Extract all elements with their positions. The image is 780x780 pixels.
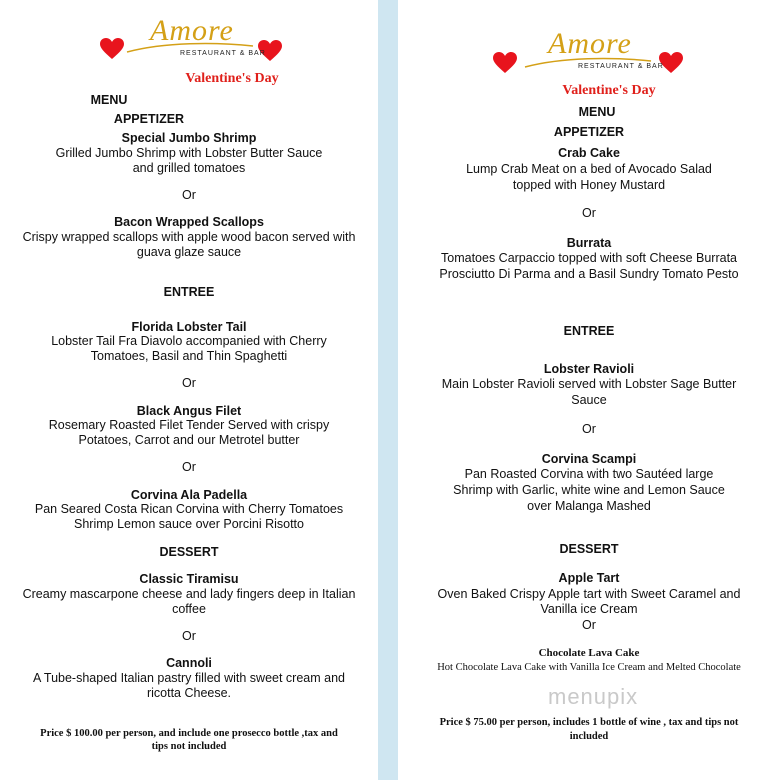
dish-title: Burrata <box>566 236 612 250</box>
dish-description: coffee <box>172 602 206 616</box>
dish-title: Florida Lobster Tail <box>131 320 247 334</box>
menupix-watermark: menupix <box>548 684 639 709</box>
dish-description: Pan Roasted Corvina with two Sautéed large <box>464 467 714 481</box>
entree-heading: ENTREE <box>163 285 215 299</box>
dish-description: Creamy mascarpone cheese and lady fingers deep in Italian <box>22 587 356 601</box>
dish-title: Apple Tart <box>558 571 620 585</box>
or-separator: Or <box>182 460 196 474</box>
dish-title: Classic Tiramisu <box>139 572 239 586</box>
dish-description: Shrimp with Garlic, white wine and Lemon Sauce <box>453 483 725 497</box>
dish-description: Prosciutto Di Parma and a Basil Sundry Tomato Pesto <box>439 267 739 281</box>
dish-description: Tomatoes, Basil and Thin Spaghetti <box>90 349 288 363</box>
occasion-title: Valentine's Day <box>185 71 279 86</box>
or-separator: Or <box>582 206 596 220</box>
dish-description: topped with Honey Mustard <box>512 178 666 192</box>
occasion-title: Valentine's Day <box>562 83 656 98</box>
dish-title: Lobster Ravioli <box>543 362 635 376</box>
or-separator: Or <box>182 629 196 643</box>
dish-description: Oven Baked Crispy Apple tart with Sweet Caramel and <box>437 587 741 601</box>
appetizer-heading: APPETIZER <box>113 112 185 126</box>
or-separator: Or <box>582 618 596 632</box>
dish-description: Rosemary Roasted Filet Tender Served with crispy <box>48 418 330 432</box>
dish-title: Black Angus Filet <box>136 404 242 418</box>
dish-title: Crab Cake <box>558 146 620 160</box>
logo-subtitle: RESTAURANT & BAR <box>578 63 664 70</box>
or-separator: Or <box>182 376 196 390</box>
entree-heading: ENTREE <box>563 324 615 338</box>
dish-description: Sauce <box>571 393 607 407</box>
dish-description: Potatoes, Carrot and our Metrotel butter <box>78 433 300 447</box>
dish-title: Corvina Ala Padella <box>130 488 248 502</box>
left-menu-page <box>0 0 378 780</box>
dish-description: A Tube-shaped Italian pastry filled with sweet cream and <box>33 671 345 685</box>
dish-description: Vanilla ice Cream <box>540 602 638 616</box>
dish-description: over Malanga Mashed <box>527 499 651 513</box>
price-note: included <box>569 731 609 742</box>
dish-description: Tomatoes Carpaccio topped with soft Cheese Burrata <box>441 251 737 265</box>
menu-heading: MENU <box>90 93 128 107</box>
menu-heading: MENU <box>578 105 616 119</box>
restaurant-logo: Amore <box>150 14 234 47</box>
dish-title: Special Jumbo Shrimp <box>121 131 257 145</box>
dish-title: Chocolate Lava Cake <box>538 647 640 659</box>
dish-title: Corvina Scampi <box>541 452 637 466</box>
dish-description: Lobster Tail Fra Diavolo accompanied with Cherry <box>51 334 327 348</box>
dish-description: ricotta Cheese. <box>146 686 232 700</box>
dish-description: Shrimp Lemon sauce over Porcini Risotto <box>74 517 304 531</box>
dish-description: Main Lobster Ravioli served with Lobster Sage Butter <box>441 377 737 391</box>
dish-description: and grilled tomatoes <box>132 161 246 175</box>
right-menu-page <box>398 0 780 780</box>
heart-icon <box>493 52 517 74</box>
appetizer-heading: APPETIZER <box>553 125 625 139</box>
dish-title: Cannoli <box>166 656 212 670</box>
price-note: Price $ 75.00 per person, includes 1 bottle of wine , tax and tips not <box>439 717 739 728</box>
dish-description: Crispy wrapped scallops with apple wood bacon served with <box>22 230 356 244</box>
dish-title: Bacon Wrapped Scallops <box>114 215 264 229</box>
heart-icon <box>100 38 124 60</box>
or-separator: Or <box>182 188 196 202</box>
restaurant-logo: Amore <box>548 27 632 60</box>
dessert-heading: DESSERT <box>559 542 619 556</box>
price-note: tips not included <box>151 741 227 752</box>
dish-description: Grilled Jumbo Shrimp with Lobster Butter Sauce <box>55 146 323 160</box>
price-note: Price $ 100.00 per person, and include one prosecco bottle ,tax and <box>40 728 338 739</box>
dish-description: Lump Crab Meat on a bed of Avocado Salad <box>466 162 712 176</box>
or-separator: Or <box>582 422 596 436</box>
dessert-heading: DESSERT <box>159 545 219 559</box>
logo-subtitle: RESTAURANT & BAR <box>180 50 266 57</box>
dish-description: Hot Chocolate Lava Cake with Vanilla Ice Cream and Melted Chocolate <box>437 662 741 673</box>
dish-description: Pan Seared Costa Rican Corvina with Cherry Tomatoes <box>34 502 344 516</box>
dish-description: guava glaze sauce <box>136 245 242 259</box>
